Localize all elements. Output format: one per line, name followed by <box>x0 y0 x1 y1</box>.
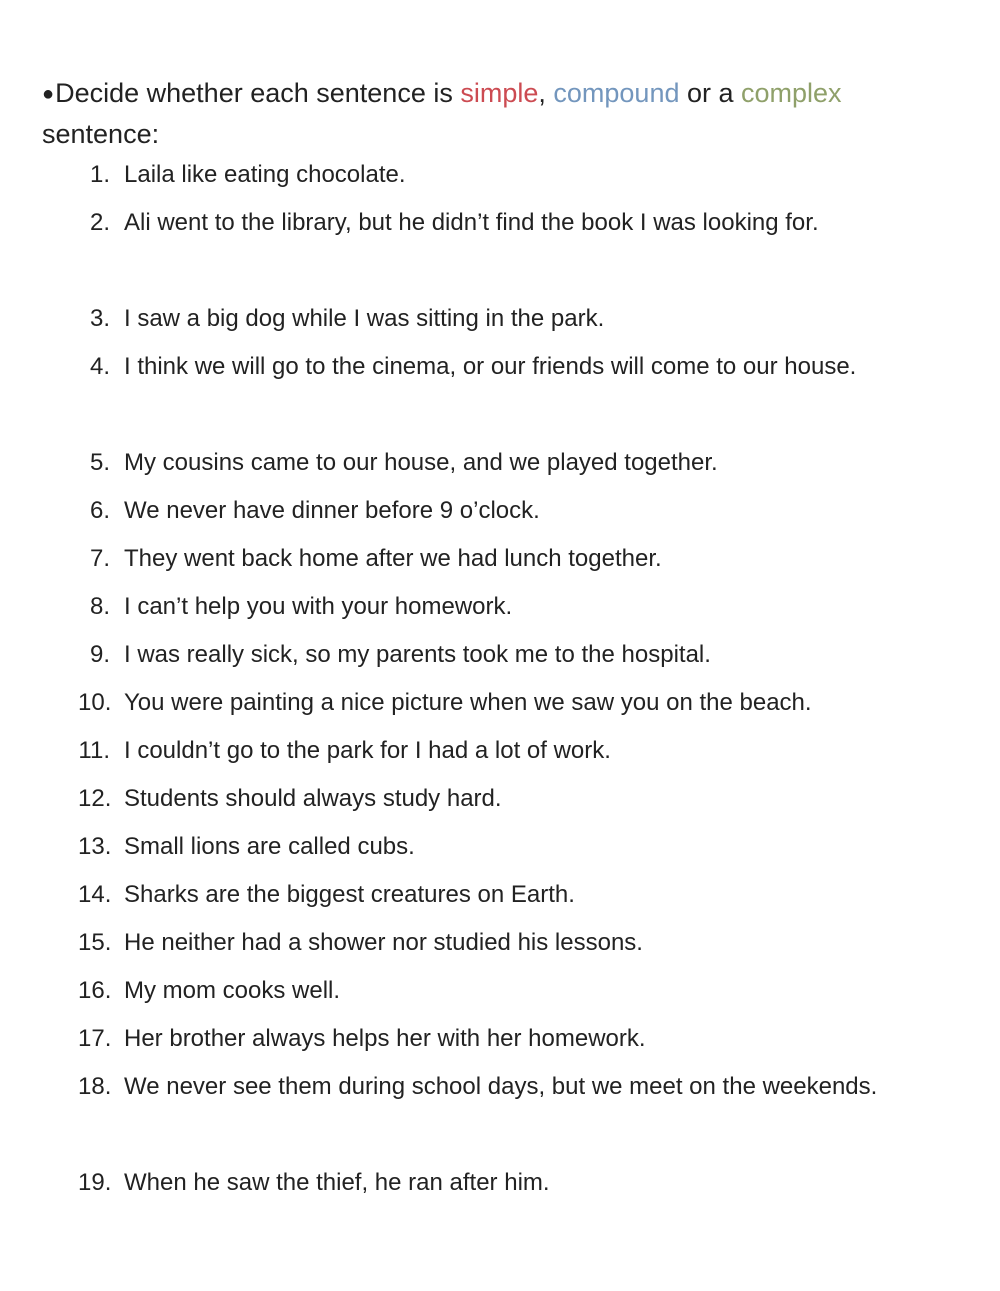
question-number: 17. <box>78 1025 112 1052</box>
question-text: I couldn’t go to the park for I had a lot of work. <box>124 737 611 764</box>
question-number: 4. <box>89 353 110 380</box>
question-number: 16. <box>78 977 112 1004</box>
list-item <box>78 496 958 544</box>
list-item <box>78 976 958 1024</box>
question-text: My cousins came to our house, and we played together. <box>124 449 718 476</box>
list-item <box>78 640 958 688</box>
question-number: 14. <box>78 881 112 908</box>
list-item <box>78 736 958 784</box>
instruction-segment-3: or a <box>679 78 742 108</box>
list-item <box>78 352 958 448</box>
instruction-prompt <box>42 73 922 154</box>
question-number: 3. <box>89 305 110 332</box>
list-item <box>78 592 958 640</box>
list-item <box>78 448 958 496</box>
keyword-compound: compound <box>553 78 680 108</box>
keyword-simple: simple <box>460 78 539 108</box>
list-item <box>78 208 958 304</box>
question-text: I can’t help you with your homework. <box>124 593 513 620</box>
question-text: I was really sick, so my parents took me to the hospital. <box>124 641 711 668</box>
instruction-segment-2: , <box>538 78 554 108</box>
question-number: 2. <box>89 209 110 236</box>
question-text: We never see them during school days, but we meet on the weekends. <box>124 1073 878 1100</box>
question-number: 15. <box>78 929 112 956</box>
question-text: Sharks are the biggest creatures on Earth. <box>124 881 575 908</box>
keyword-complex: complex <box>741 78 842 108</box>
question-number: 8. <box>89 593 110 620</box>
question-number: 18. <box>78 1073 112 1100</box>
question-text: I think we will go to the cinema, or our friends will come to our house. <box>124 353 857 380</box>
question-number: 9. <box>89 641 110 668</box>
question-text: You were painting a nice picture when we saw you on the beach. <box>124 689 812 716</box>
question-text: Laila like eating chocolate. <box>124 161 406 188</box>
list-item <box>78 544 958 592</box>
list-item <box>78 1072 958 1168</box>
question-text: When he saw the thief, he ran after him. <box>124 1169 550 1196</box>
question-number: 5. <box>89 449 110 476</box>
question-text: They went back home after we had lunch together. <box>124 545 662 572</box>
list-item <box>78 1168 958 1216</box>
question-text: Ali went to the library, but he didn’t find the book I was looking for. <box>124 209 819 236</box>
question-number: 7. <box>89 545 110 572</box>
question-number: 19. <box>78 1169 112 1196</box>
instruction-segment-1: Decide whether each sentence is <box>55 78 461 108</box>
question-text: I saw a big dog while I was sitting in the park. <box>124 305 605 332</box>
list-item <box>78 880 958 928</box>
question-number: 1. <box>89 161 110 188</box>
question-number: 13. <box>78 833 112 860</box>
list-item <box>78 688 958 736</box>
question-text: He neither had a shower nor studied his lessons. <box>124 929 643 956</box>
list-item <box>78 304 958 352</box>
question-text: We never have dinner before 9 o’clock. <box>124 497 540 524</box>
list-item <box>78 160 958 208</box>
list-item <box>78 832 958 880</box>
list-item <box>78 784 958 832</box>
question-text: Small lions are called cubs. <box>124 833 415 860</box>
question-number: 11. <box>78 737 110 764</box>
bullet-icon: ● <box>42 83 55 105</box>
question-number: 6. <box>89 497 110 524</box>
list-item <box>78 1024 958 1072</box>
question-text: My mom cooks well. <box>124 977 341 1004</box>
question-list <box>78 160 958 1216</box>
question-text: Her brother always helps her with her homework. <box>124 1025 646 1052</box>
question-number: 10. <box>78 689 112 716</box>
list-item <box>78 928 958 976</box>
question-number: 12. <box>78 785 112 812</box>
question-text: Students should always study hard. <box>124 785 502 812</box>
instruction-segment-4: sentence: <box>42 119 160 149</box>
instruction-text <box>42 78 842 149</box>
